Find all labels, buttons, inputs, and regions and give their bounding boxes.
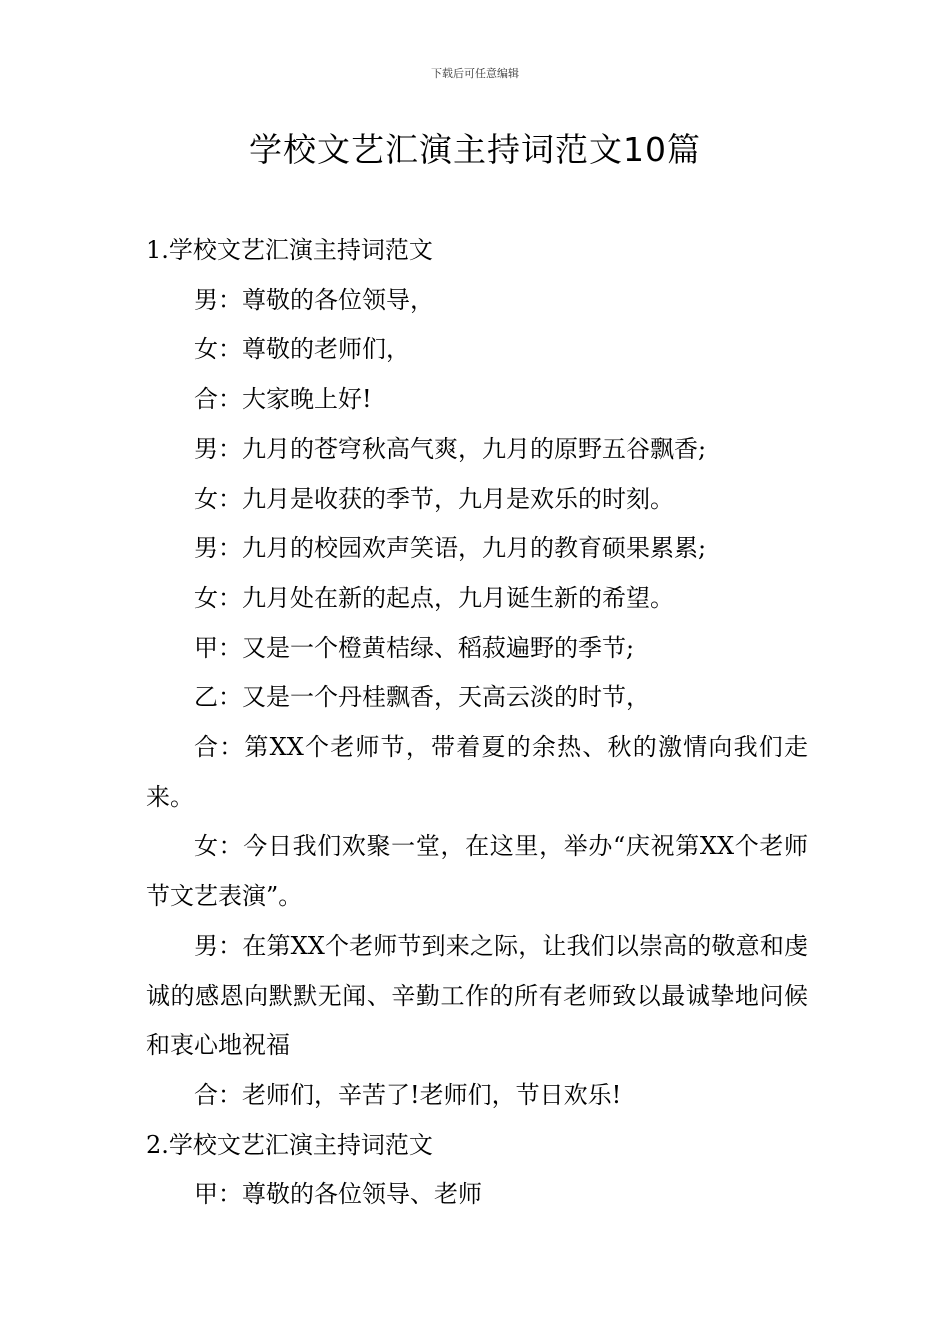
- script-line: 甲：又是一个橙黄桔绿、稻菽遍野的季节;: [194, 633, 635, 662]
- script-line: 合：老师们，辛苦了!老师们，节日欢乐!: [194, 1080, 622, 1109]
- script-line: 女：今日我们欢聚一堂，在这里，举办“庆祝第XX个老师节文艺表演”。: [146, 832, 808, 911]
- document-title: 学校文艺汇演主持词范文10篇: [249, 130, 701, 169]
- script-line: 合：大家晚上好!: [194, 385, 372, 414]
- section-heading: 1.学校文艺汇演主持词范文: [146, 236, 433, 264]
- script-line: 男：尊敬的各位领导，: [194, 285, 434, 314]
- script-line: 合：第XX个老师节，带着夏的余热、秋的激情向我们走来。: [146, 733, 808, 811]
- script-line: 男：九月的校园欢声笑语，九月的教育硕果累累;: [194, 534, 707, 563]
- script-line: 乙：又是一个丹桂飘香，天高云淡的时节，: [194, 683, 650, 712]
- document-body: [146, 226, 808, 1220]
- script-line: 女：尊敬的老师们，: [194, 335, 410, 364]
- script-line: 女：九月处在新的起点，九月诞生新的希望。: [194, 583, 674, 612]
- section-heading: 2.学校文艺汇演主持词范文: [146, 1130, 433, 1159]
- header-note: 下载后可任意编辑: [431, 67, 519, 80]
- script-line: 甲：尊敬的各位领导、老师: [194, 1180, 482, 1209]
- script-line: 男：在第XX个老师节到来之际，让我们以崇高的敬意和虔诚的感恩向默默无闻、辛勤工作的所有老师致以最诚挚地问候和衷心地祝福: [146, 931, 808, 1060]
- script-line: 男：九月的苍穹秋高气爽，九月的原野五谷飘香;: [194, 434, 707, 463]
- script-line: 女：九月是收获的季节，九月是欢乐的时刻。: [194, 484, 674, 513]
